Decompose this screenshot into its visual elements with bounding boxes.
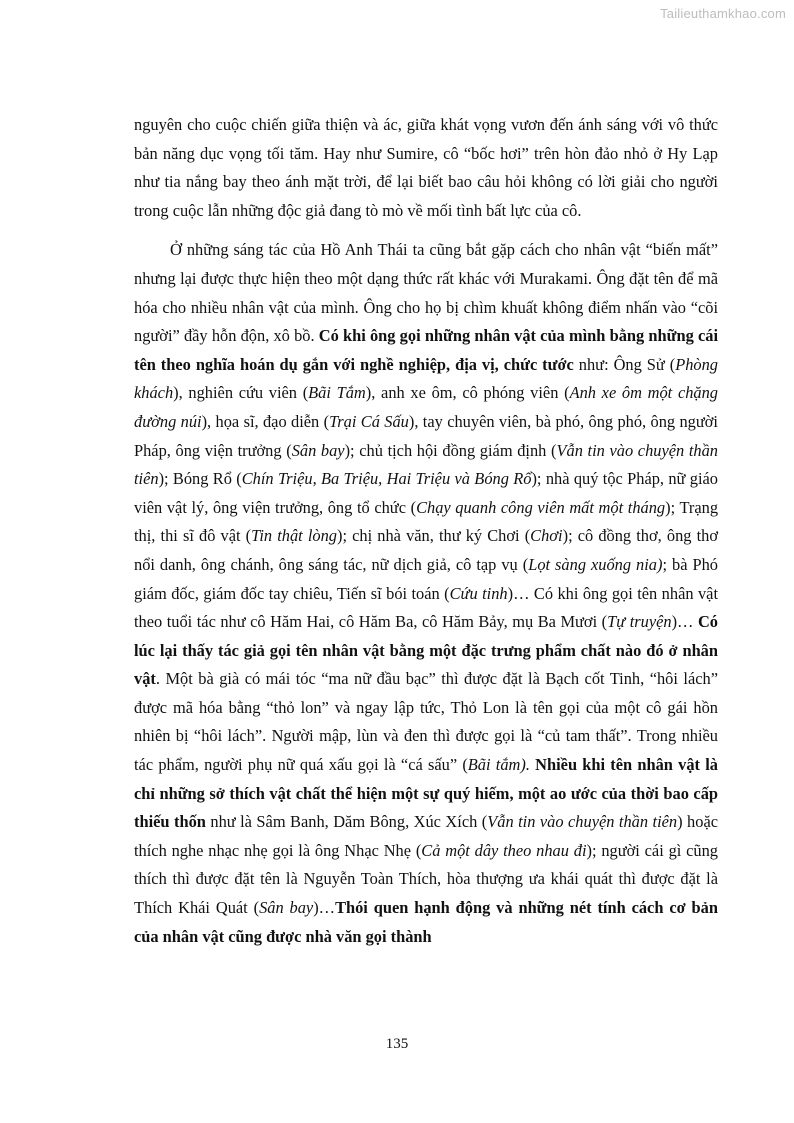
text-run: ); nhà quý tộc Pháp, nữ giáo viên vật lý, ông viện trưởng, ông tổ chức (	[134, 469, 718, 517]
text-run: )…	[313, 898, 336, 918]
paragraph-1	[134, 111, 718, 225]
italic-title: Bãi Tắm	[308, 383, 366, 403]
italic-title: Tự truyện	[607, 612, 672, 632]
text-run: . Một bà già có mái tóc “ma nữ đầu bạc” thì được đặt là Bạch cốt Tinh, “hôi lách” được mã hóa bằng “thỏ lon” và ngay lập tức, Thỏ Lon là tên gọi của một cô gái hồn nhiên bị “hôi lách”. Người mập, lùn và đen thì được gọi là “củ tam thất”. Trong nhiều tác phẩm, người phụ nữ quá xấu gọi là “cá sấu” (	[134, 669, 718, 775]
page-number: 135	[385, 1036, 409, 1052]
italic-title: Trại Cá Sấu	[329, 411, 409, 431]
bold-text: Nhiều khi tên nhân vật là chỉ những sở thích vật chất thể hiện một sự quý hiếm, một ao ước của thời bao cấp thiếu thốn	[134, 755, 718, 832]
text-run: )… Có khi ông gọi tên nhân vật theo tuổi tác như cô Hăm Hai, cô Hăm Ba, cô Hăm Bảy, mụ Ba Mươi (	[134, 583, 718, 632]
italic-title: Chín Triệu, Ba Triệu, Hai Triệu và Bóng Rổ	[241, 469, 532, 489]
watermark: Tailieuthamkhao.com	[660, 6, 786, 21]
paragraph-2	[134, 236, 718, 951]
italic-title: Cả một dây theo nhau đi	[421, 840, 587, 860]
text-run: ), nghiên cứu viên (	[173, 383, 309, 403]
text-run: ); chị nhà văn, thư ký Chơi (	[337, 526, 531, 546]
italic-title: Bãi tắm).	[467, 755, 530, 775]
bold-text: Thói quen hạnh động và những nét tính cách cơ bản của nhân vật cũng được nhà văn gọi thành	[134, 898, 718, 946]
text-run: ), họa sĩ, đạo diễn (	[201, 411, 330, 431]
text-run: ), tay chuyên viên, bà phó, ông phó, ông người Pháp, ông viện trưởng (	[134, 411, 718, 460]
text-run: ); Trạng thị, thi sĩ đô vật (	[134, 497, 719, 546]
italic-title: Cứu tinh	[449, 583, 508, 603]
text-run: ; bà Phó giám đốc, giám đốc tay chiêu, Tiến sĩ bói toán (	[134, 554, 718, 603]
text-run: Ở những sáng tác của Hồ Anh Thái ta cũng bắt gặp cách cho nhân vật “biến mất” nhưng lại được thực hiện theo một dạng thức rất khác với Murakami. Ông đặt tên để mã hóa cho nhiều nhân vật của mình. Ông cho họ bị chìm khuất không điểm nhấn vào “cõi người” đầy hỗn độn, xô bồ.	[134, 240, 718, 346]
italic-title: Vẫn tin vào chuyện thần tiên	[487, 812, 678, 832]
italic-title: Chạy quanh công viên mất một tháng	[416, 497, 666, 517]
italic-title: Lọt sàng xuống nia)	[528, 554, 663, 574]
text-run: )…	[671, 612, 698, 632]
text-run: ) hoặc thích nghe nhạc nhẹ gọi là ông Nhạc Nhẹ (	[134, 812, 719, 860]
text-run: nguyên cho cuộc chiến giữa thiện và ác, giữa khát vọng vươn đến ánh sáng với vô thức bản năng dục vọng tối tăm. Hay như Sumire, cô “bốc hơi” trên hòn đảo nhỏ ở Hy Lạp như tia nắng bay theo ánh mặt trời, để lại biết bao câu hỏi không có lời giải cho người trong cuộc lẫn những độc giả đang tò mò về mối tình bất lực của cô.	[134, 115, 718, 220]
text-run: ); người cái gì cũng thích thì được đặt tên là Nguyễn Toàn Thích, hòa thượng ưa khái quát thì được đặt là Thích Khái Quát (	[134, 840, 718, 918]
italic-title: Sân bay	[291, 440, 345, 460]
bold-text: Có khi ông gọi những nhân vật của mình bằng những cái tên theo nghĩa hoán dụ gắn với nghề nghiệp, địa vị, chức tước	[134, 326, 718, 374]
italic-title: Vẫn tin vào chuyện thần tiên	[134, 440, 718, 489]
bold-text: Có lúc lại thấy tác giả gọi tên nhân vật bằng một đặc trưng phẩm chất nào đó ở nhân vật	[134, 612, 718, 689]
text-run: ), anh xe ôm, cô phóng viên (	[365, 383, 570, 403]
text-run: như: Ông Sử (	[573, 354, 676, 374]
text-run: ); chủ tịch hội đồng giám định (	[344, 440, 557, 460]
text-run: như là Sâm Banh, Dăm Bông, Xúc Xích (	[205, 812, 488, 832]
document-body	[134, 111, 718, 951]
italic-title: Tin thật lòng	[251, 526, 337, 546]
text-run: ); Bóng Rổ (	[158, 469, 242, 489]
italic-title: Phòng khách	[134, 354, 718, 403]
italic-title: Sân bay	[259, 898, 314, 918]
italic-title: Anh xe ôm một chặng đường núi	[134, 383, 718, 431]
italic-title: Chơi	[530, 526, 563, 546]
text-run: ); cô đồng thơ, ông thơ nổi danh, ông chánh, ông sáng tác, nữ dịch giả, cô tạp vụ (	[134, 526, 719, 574]
